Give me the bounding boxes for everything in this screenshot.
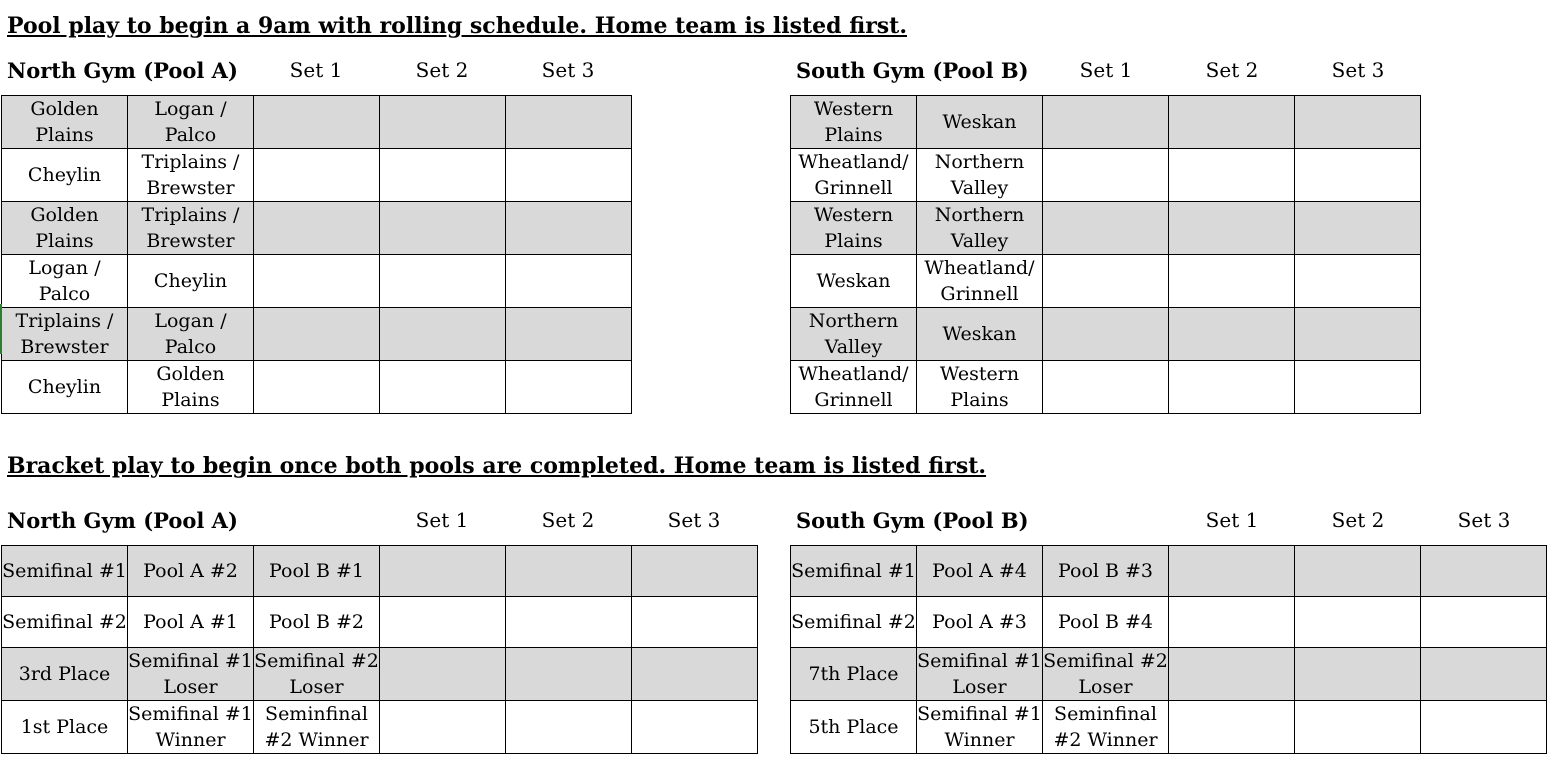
- bracket-north-set2-score-cell[interactable]: [506, 597, 632, 648]
- pool-north-team-cell: Cheylin: [2, 149, 128, 202]
- bracket-south-set2-score-cell[interactable]: [1295, 597, 1421, 648]
- bracket-south-set3-score-cell[interactable]: [1421, 546, 1547, 597]
- pool-south-table: [790, 95, 1421, 414]
- bracket-south-set1-score-cell[interactable]: [1169, 648, 1295, 701]
- pool-north-set1-score-cell[interactable]: [254, 255, 380, 308]
- pool-north-team-cell: Golden Plains: [2, 96, 128, 149]
- bracket-south-team-cell: Semifinal #1 Loser: [917, 648, 1043, 701]
- bracket-north-team-cell: Seminfinal #2 Winner: [254, 701, 380, 754]
- bracket-north-team-cell: Pool B #2: [254, 597, 380, 648]
- pool-north-set3-score-cell[interactable]: [506, 202, 632, 255]
- pool-north-title: North Gym (Pool A): [7, 58, 238, 83]
- pool-north-set1-score-cell[interactable]: [254, 149, 380, 202]
- bracket-south-set3-header: Set 3: [1457, 508, 1511, 532]
- bracket-south-set3-score-cell[interactable]: [1421, 597, 1547, 648]
- pool-north-set2-score-cell[interactable]: [380, 149, 506, 202]
- pool-south-set2-score-cell[interactable]: [1169, 96, 1295, 149]
- pool-north-row: [2, 361, 632, 414]
- bracket-play-heading: Bracket play to begin once both pools are completed. Home team is listed first.: [7, 453, 987, 479]
- pool-north-set1-score-cell[interactable]: [254, 202, 380, 255]
- pool-north-set3-score-cell[interactable]: [506, 96, 632, 149]
- bracket-south-team-cell: Pool A #4: [917, 546, 1043, 597]
- pool-north-set1-score-cell[interactable]: [254, 96, 380, 149]
- pool-south-set2-score-cell[interactable]: [1169, 149, 1295, 202]
- bracket-north-team-cell: Semifinal #2 Loser: [254, 648, 380, 701]
- pool-south-set1-score-cell[interactable]: [1043, 308, 1169, 361]
- pool-south-set1-score-cell[interactable]: [1043, 149, 1169, 202]
- pool-north-team-cell: Cheylin: [2, 361, 128, 414]
- bracket-north-set3-score-cell[interactable]: [632, 597, 758, 648]
- bracket-south-set3-score-cell[interactable]: [1421, 701, 1547, 754]
- bracket-south-row: [791, 546, 1547, 597]
- bracket-south-team-cell: Semifinal #1 Winner: [917, 701, 1043, 754]
- pool-north-set1-header: Set 1: [289, 58, 343, 82]
- pool-north-row: [2, 255, 632, 308]
- pool-south-set2-score-cell[interactable]: [1169, 255, 1295, 308]
- pool-south-team-cell: Wheatland/ Grinnell: [917, 255, 1043, 308]
- pool-south-team-cell: Northern Valley: [917, 149, 1043, 202]
- pool-north-team-cell: Golden Plains: [2, 202, 128, 255]
- pool-north-row: [2, 96, 632, 149]
- pool-south-team-cell: Weskan: [791, 255, 917, 308]
- bracket-north-row: [2, 701, 758, 754]
- bracket-south-team-cell: Semifinal #2 Loser: [1043, 648, 1169, 701]
- bracket-north-set3-score-cell[interactable]: [632, 546, 758, 597]
- pool-south-set2-score-cell[interactable]: [1169, 202, 1295, 255]
- pool-south-set1-header: Set 1: [1079, 58, 1133, 82]
- bracket-south-team-cell: Semifinal #2: [791, 597, 917, 648]
- bracket-north-set2-score-cell[interactable]: [506, 648, 632, 701]
- bracket-north-set1-score-cell[interactable]: [380, 546, 506, 597]
- pool-north-team-cell: Logan / Palco: [128, 308, 254, 361]
- bracket-south-title: South Gym (Pool B): [796, 508, 1029, 533]
- pool-south-set1-score-cell[interactable]: [1043, 255, 1169, 308]
- pool-south-set3-score-cell[interactable]: [1295, 308, 1421, 361]
- bracket-north-team-cell: 1st Place: [2, 701, 128, 754]
- pool-north-set2-score-cell[interactable]: [380, 96, 506, 149]
- pool-north-set3-score-cell[interactable]: [506, 361, 632, 414]
- bracket-north-row: [2, 546, 758, 597]
- pool-south-row: [791, 255, 1421, 308]
- bracket-south-team-cell: Pool B #4: [1043, 597, 1169, 648]
- pool-south-team-cell: Northern Valley: [791, 308, 917, 361]
- bracket-north-team-cell: Pool A #1: [128, 597, 254, 648]
- bracket-south-set3-score-cell[interactable]: [1421, 648, 1547, 701]
- bracket-north-title: North Gym (Pool A): [7, 508, 238, 533]
- bracket-south-set1-score-cell[interactable]: [1169, 546, 1295, 597]
- bracket-south-row: [791, 597, 1547, 648]
- pool-north-team-cell: Logan / Palco: [128, 96, 254, 149]
- bracket-north-set2-header: Set 2: [541, 508, 595, 532]
- pool-north-set3-header: Set 3: [541, 58, 595, 82]
- pool-south-set3-score-cell[interactable]: [1295, 255, 1421, 308]
- pool-south-team-cell: Northern Valley: [917, 202, 1043, 255]
- pool-south-row: [791, 308, 1421, 361]
- pool-south-set1-score-cell[interactable]: [1043, 202, 1169, 255]
- pool-south-title: South Gym (Pool B): [796, 58, 1029, 83]
- bracket-north-set2-score-cell[interactable]: [506, 546, 632, 597]
- pool-north-set2-score-cell[interactable]: [380, 255, 506, 308]
- pool-north-team-cell: Logan / Palco: [2, 255, 128, 308]
- bracket-south-table: [790, 545, 1547, 754]
- pool-south-team-cell: Western Plains: [917, 361, 1043, 414]
- pool-north-team-cell: Triplains / Brewster: [128, 202, 254, 255]
- bracket-north-set3-score-cell[interactable]: [632, 648, 758, 701]
- pool-north-set3-score-cell[interactable]: [506, 308, 632, 361]
- pool-north-row: [2, 202, 632, 255]
- pool-south-team-cell: Western Plains: [791, 202, 917, 255]
- pool-south-set3-header: Set 3: [1331, 58, 1385, 82]
- bracket-south-team-cell: Seminfinal #2 Winner: [1043, 701, 1169, 754]
- bracket-south-team-cell: 7th Place: [791, 648, 917, 701]
- pool-south-team-cell: Wheatland/ Grinnell: [791, 361, 917, 414]
- bracket-south-set1-score-cell[interactable]: [1169, 701, 1295, 754]
- pool-north-row: [2, 308, 632, 361]
- bracket-north-set2-score-cell[interactable]: [506, 701, 632, 754]
- pool-north-team-cell: Golden Plains: [128, 361, 254, 414]
- bracket-north-set1-score-cell[interactable]: [380, 648, 506, 701]
- bracket-south-team-cell: 5th Place: [791, 701, 917, 754]
- pool-north-set1-score-cell[interactable]: [254, 361, 380, 414]
- pool-south-team-cell: Weskan: [917, 308, 1043, 361]
- cell-edge-marker: [0, 304, 2, 354]
- pool-north-team-cell: Triplains / Brewster: [2, 308, 128, 361]
- bracket-north-set1-score-cell[interactable]: [380, 701, 506, 754]
- bracket-north-team-cell: Semifinal #1: [2, 546, 128, 597]
- pool-south-team-cell: Western Plains: [791, 96, 917, 149]
- bracket-north-set1-score-cell[interactable]: [380, 597, 506, 648]
- pool-north-set2-score-cell[interactable]: [380, 361, 506, 414]
- bracket-north-set3-score-cell[interactable]: [632, 701, 758, 754]
- pool-south-set2-score-cell[interactable]: [1169, 361, 1295, 414]
- pool-south-set1-score-cell[interactable]: [1043, 361, 1169, 414]
- pool-play-heading: Pool play to begin a 9am with rolling schedule. Home team is listed first.: [7, 13, 907, 39]
- pool-south-set3-score-cell[interactable]: [1295, 96, 1421, 149]
- bracket-south-team-cell: Semifinal #1: [791, 546, 917, 597]
- bracket-north-team-cell: Pool B #1: [254, 546, 380, 597]
- bracket-south-row: [791, 701, 1547, 754]
- bracket-north-team-cell: Semifinal #1 Winner: [128, 701, 254, 754]
- bracket-north-set3-header: Set 3: [667, 508, 721, 532]
- bracket-south-team-cell: Pool A #3: [917, 597, 1043, 648]
- bracket-north-row: [2, 648, 758, 701]
- pool-north-set1-score-cell[interactable]: [254, 308, 380, 361]
- pool-north-set3-score-cell[interactable]: [506, 255, 632, 308]
- pool-south-row: [791, 361, 1421, 414]
- bracket-north-team-cell: Semifinal #2: [2, 597, 128, 648]
- bracket-south-set2-header: Set 2: [1331, 508, 1385, 532]
- bracket-north-row: [2, 597, 758, 648]
- pool-south-team-cell: Weskan: [917, 96, 1043, 149]
- bracket-south-set2-score-cell[interactable]: [1295, 701, 1421, 754]
- pool-south-set3-score-cell[interactable]: [1295, 202, 1421, 255]
- bracket-north-team-cell: Semifinal #1 Loser: [128, 648, 254, 701]
- bracket-south-row: [791, 648, 1547, 701]
- bracket-south-set2-score-cell[interactable]: [1295, 648, 1421, 701]
- pool-north-row: [2, 149, 632, 202]
- bracket-south-set2-score-cell[interactable]: [1295, 546, 1421, 597]
- bracket-north-team-cell: 3rd Place: [2, 648, 128, 701]
- pool-south-row: [791, 96, 1421, 149]
- pool-north-table: [1, 95, 632, 414]
- pool-south-set3-score-cell[interactable]: [1295, 361, 1421, 414]
- bracket-north-set1-header: Set 1: [415, 508, 469, 532]
- pool-north-set3-score-cell[interactable]: [506, 149, 632, 202]
- bracket-south-set1-score-cell[interactable]: [1169, 597, 1295, 648]
- pool-south-set2-header: Set 2: [1205, 58, 1259, 82]
- bracket-north-team-cell: Pool A #2: [128, 546, 254, 597]
- bracket-north-table: [1, 545, 758, 754]
- pool-south-set3-score-cell[interactable]: [1295, 149, 1421, 202]
- pool-north-set2-header: Set 2: [415, 58, 469, 82]
- pool-north-set2-score-cell[interactable]: [380, 202, 506, 255]
- pool-south-set2-score-cell[interactable]: [1169, 308, 1295, 361]
- bracket-south-set1-header: Set 1: [1205, 508, 1259, 532]
- pool-north-team-cell: Triplains / Brewster: [128, 149, 254, 202]
- pool-north-team-cell: Cheylin: [128, 255, 254, 308]
- pool-south-set1-score-cell[interactable]: [1043, 96, 1169, 149]
- bracket-south-team-cell: Pool B #3: [1043, 546, 1169, 597]
- pool-south-row: [791, 149, 1421, 202]
- pool-south-team-cell: Wheatland/ Grinnell: [791, 149, 917, 202]
- pool-north-set2-score-cell[interactable]: [380, 308, 506, 361]
- pool-south-row: [791, 202, 1421, 255]
